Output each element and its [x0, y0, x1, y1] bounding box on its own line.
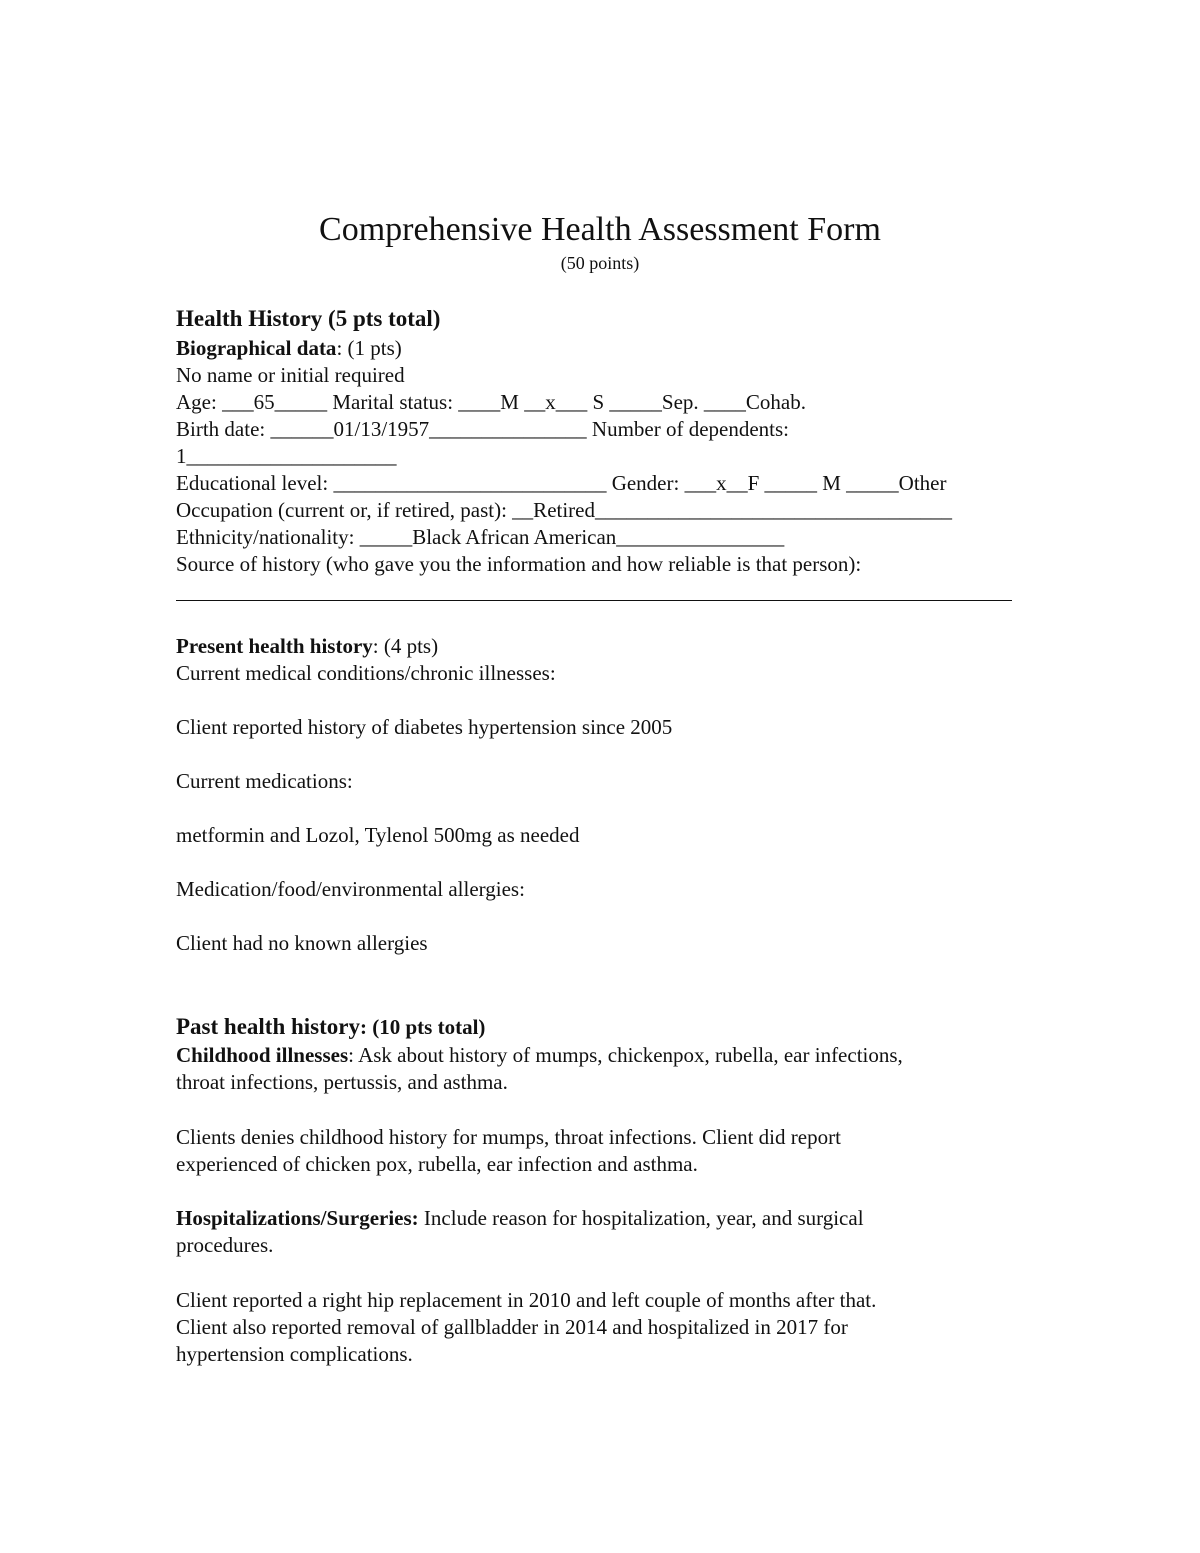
childhood-answer-line-1: Clients denies childhood history for mumps, throat infections. Client did report [176, 1125, 841, 1149]
allergies-value: Client had no known allergies [176, 931, 428, 955]
conditions-value: Client reported history of diabetes hypertension since 2005 [176, 715, 673, 739]
birth-date-line: Birth date: ______01/13/1957_______________ Number of dependents: [176, 417, 790, 441]
age-marital-line: Age: ___65_____ Marital status: ____M __x___ S _____Sep. ____Cohab. [176, 390, 806, 414]
no-name-note: No name or initial required [176, 363, 405, 387]
source-of-history-line: Source of history (who gave you the information and how reliable is that person): [176, 552, 862, 576]
medications-value: metformin and Lozol, Tylenol 500mg as needed [176, 823, 580, 847]
conditions-label: Current medical conditions/chronic illnesses: [176, 661, 556, 685]
past-health-points: : (10 pts total) [360, 1015, 486, 1039]
biographical-data-line [176, 335, 402, 362]
present-health-label: Present health history [176, 634, 373, 658]
hospitalization-answer-line-3: hypertension complications. [176, 1342, 413, 1366]
health-history-heading: Health History (5 pts total) [176, 306, 441, 331]
past-health-label: Past health history [176, 1014, 360, 1039]
biographical-data-label: Biographical data [176, 336, 337, 360]
childhood-prompt-line-1 [176, 1042, 903, 1069]
childhood-prompt-line-2: throat infections, pertussis, and asthma. [176, 1070, 508, 1094]
medications-label: Current medications: [176, 769, 353, 793]
allergies-label: Medication/food/environmental allergies: [176, 877, 525, 901]
source-answer-rule [176, 600, 1012, 601]
ethnicity-line: Ethnicity/nationality: _____Black African American________________ [176, 525, 785, 549]
hospitalization-label: Hospitalizations/Surgeries: [176, 1206, 419, 1230]
biographical-data-points: : (1 pts) [336, 336, 402, 360]
childhood-label: Childhood illnesses [176, 1043, 349, 1067]
dependents-line: 1____________________ [176, 444, 397, 468]
occupation-line: Occupation (current or, if retired, past): __Retired__________________________________ [176, 498, 952, 522]
past-health-heading [176, 1013, 485, 1041]
hospitalization-prompt-line-2: procedures. [176, 1233, 274, 1257]
childhood-prompt-text: : Ask about history of mumps, chickenpox, rubella, ear infections, [348, 1043, 903, 1067]
present-health-heading [176, 633, 438, 660]
education-gender-line: Educational level: __________________________ Gender: ___x__F _____ M _____Other [176, 471, 947, 495]
page-title: Comprehensive Health Assessment Form [319, 211, 881, 248]
hospitalization-prompt-line-1 [176, 1205, 864, 1232]
hospitalization-prompt-text: Include reason for hospitalization, year, and surgical [418, 1206, 864, 1230]
childhood-answer-line-2: experienced of chicken pox, rubella, ear infection and asthma. [176, 1152, 698, 1176]
page-subtitle: (50 points) [560, 253, 640, 273]
hospitalization-answer-line-2: Client also reported removal of gallbladder in 2014 and hospitalized in 2017 for [176, 1315, 848, 1339]
present-health-points: : (4 pts) [372, 634, 439, 658]
hospitalization-answer-line-1: Client reported a right hip replacement in 2010 and left couple of months after that. [176, 1288, 877, 1312]
